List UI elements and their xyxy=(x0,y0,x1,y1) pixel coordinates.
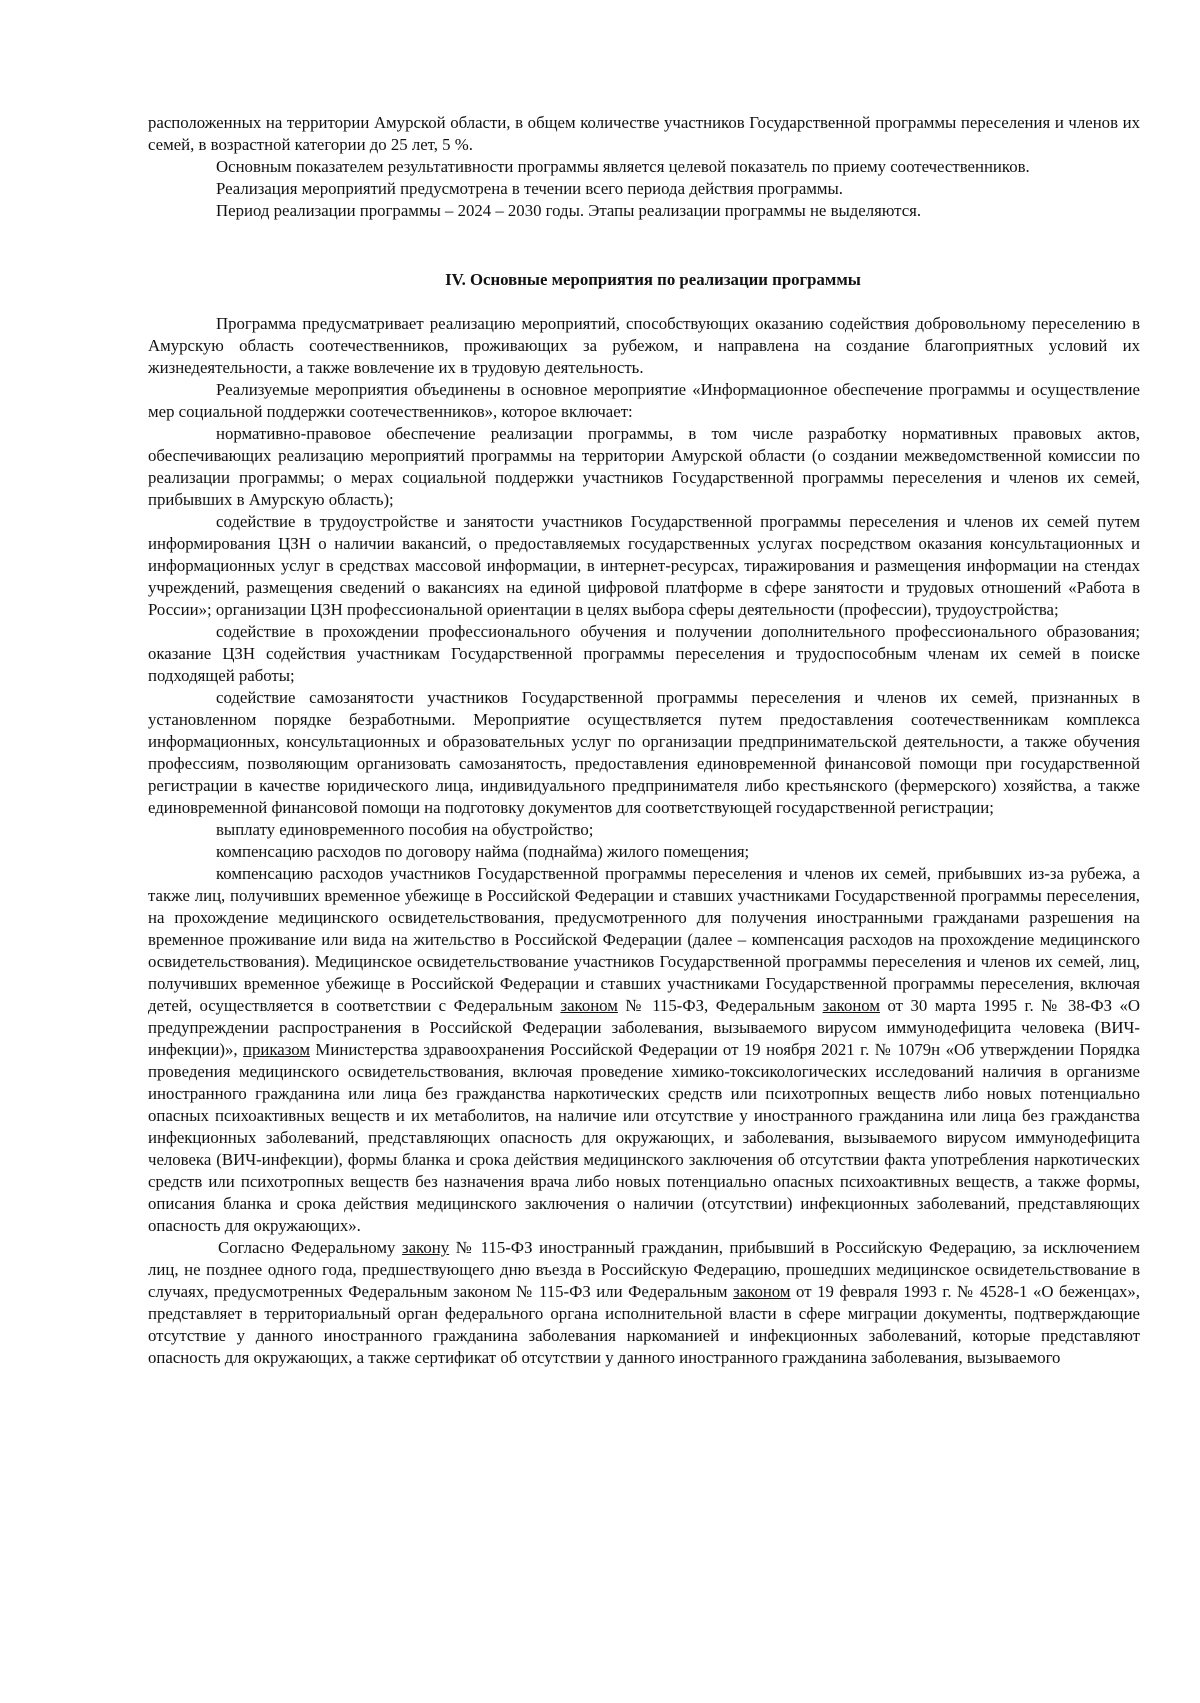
list-item: нормативно-правовое обеспечение реализации программы, в том числе разработку нормативных правовых актов, обеспечивающих реализацию мероприятий программы на территории Амурской области (о создании межведомственной комиссии по реализации программы; о мерах социальной поддержки участников Государственной программы переселения и членов их семей, прибывших в Амурскую область); xyxy=(148,424,1140,509)
paragraph: Реализуемые мероприятия объединены в основное мероприятие «Информационное обеспечение программы и осуществление мер социальной поддержки соотечественников», которое включает: xyxy=(148,380,1140,421)
list-item: содействие самозанятости участников Государственной программы переселения и членов их семей, признанных в установленном порядке безработными. Мероприятие осуществляется путем предоставления соотечественникам комплекса информационных, консультационных и образовательных услуг по организации предпринимательской деятельности, а также обучения профессиям, позволяющим организовать самозанятость, предоставления единовременной финансовой помощи при государственной регистрации в качестве юридического лица, индивидуального предпринимателя либо крестьянского (фермерского) хозяйства, а также единовременной финансовой помощи на подготовку документов для соответствующей государственной регистрации; xyxy=(148,688,1140,817)
order-link[interactable]: приказом xyxy=(243,1040,310,1059)
paragraph-last xyxy=(148,1237,1140,1369)
section-heading: IV. Основные мероприятия по реализации программы xyxy=(445,270,861,289)
text-run: № 115-ФЗ, Федеральным xyxy=(617,996,823,1015)
list-item-medical xyxy=(148,863,1140,1237)
paragraph: Реализация мероприятий предусмотрена в течении всего периода действия программы. xyxy=(216,179,843,198)
list-item: содействие в прохождении профессионального обучения и получении дополнительного профессионального образования; оказание ЦЗН содействия участникам Государственной программы переселения и трудоспособным членам их семей в поиске подходящей работы; xyxy=(148,622,1140,685)
list-item: содействие в трудоустройстве и занятости участников Государственной программы переселения и членов их семей путем информирования ЦЗН о наличии вакансий, о предоставляемых государственных услугах посредством оказания консультационных и информационных услуг в средствах массовой информации, в интернет-ресурсах, тиражирования и размещения информации на стендах учреждений, размещения сведений о вакансиях на единой цифровой платформе в сфере занятости и трудовых отношений «Работа в России»; организации ЦЗН профессиональной ориентации в целях выбора сферы деятельности (профессии), трудоустройства; xyxy=(148,512,1140,619)
paragraph: Программа предусматривает реализацию мероприятий, способствующих оказанию содействия добровольному переселению в Амурскую область соотечественников, проживающих за рубежом, и направлена на создание благоприятных условий их жизнедеятельности, а также вовлечение их в трудовую деятельность. xyxy=(148,314,1140,377)
list-item: выплату единовременного пособия на обустройство; xyxy=(216,820,594,839)
law-link[interactable]: законом xyxy=(733,1282,791,1301)
paragraph: Основным показателем результативности программы является целевой показатель по приему соотечественников. xyxy=(216,157,1030,176)
text-run: № 115-ФЗ иностранный гражданин, прибывший в Российскую Федерацию, за исключением лиц, не позднее одного года, предшествующего дню въезда в Российскую Федерацию, прошедших медицинское освидетельствование в случаях, предусмотренных Федеральным законом № 115-ФЗ или Федеральным xyxy=(148,1238,1140,1301)
law-link[interactable]: закону xyxy=(401,1238,450,1257)
law-link[interactable]: законом xyxy=(822,996,881,1015)
text-run: Министерства здравоохранения Российской Федерации от 19 ноября 2021 г. № 1079н «Об утверждении Порядка проведения медицинского освидетельствования, включая проведение химико-токсикологических исследований наличия в организме иностранного гражданина или лица без гражданства наркотических средств или психотропных веществ либо новых потенциально опасных психоактивных веществ и их метаболитов, на наличие или отсутствие у иностранного гражданина или лица без гражданства инфекционных заболеваний, представляющих опасность для окружающих, и заболевания, вызываемого вирусом иммунодефицита человека (ВИЧ-инфекции), формы бланка и срока действия медицинского заключения об отсутствии факта употребления наркотических средств или психотропных веществ без назначения врача либо новых потенциально опасных психоактивных веществ, а также формы, описания бланка и срока действия медицинского заключения о наличии (отсутствии) инфекционных заболеваний, представляющих опасность для окружающих». xyxy=(148,1040,1140,1235)
paragraph: расположенных на территории Амурской области, в общем количестве участников Государственной программы переселения и членов их семей, в возрастной категории до 25 лет, 5 %. xyxy=(148,113,1140,154)
paragraph: Период реализации программы – 2024 – 2030 годы. Этапы реализации программы не выделяются. xyxy=(216,201,922,220)
text-run: от 19 февраля 1993 г. № 4528-1 «О беженцах», представляет в территориальный орган федерального органа исполнительной власти в сфере миграции документы, подтверждающие отсутствие у данного иностранного гражданина заболевания наркоманией и инфекционных заболеваний, которые представляют опасность для окружающих, а также сертификат об отсутствии у данного иностранного гражданина заболевания, вызываемого xyxy=(148,1282,1141,1367)
law-link[interactable]: законом xyxy=(560,996,618,1015)
text-run: компенсацию расходов участников Государственной программы переселения и членов их семей, прибывших из-за рубежа, а также лиц, получивших временное убежище в Российской Федерации и ставших участниками Государственной программы переселения, на прохождение медицинского освидетельствования, предусмотренного для получения иностранными гражданами разрешения на временное проживание или вида на жительство в Российской Федерации (далее – компенсация расходов на прохождение медицинского освидетельствования). Медицинское освидетельствование участников Государственной программы переселения и членов их семей, лиц, получивших временное убежище в Российской Федерации и ставших участниками Государственной программы переселения, включая детей, осуществляется в соответствии с Федеральным xyxy=(148,864,1140,1015)
text-run: Согласно Федеральному xyxy=(218,1238,402,1257)
list-item: компенсацию расходов по договору найма (поднайма) жилого помещения; xyxy=(216,842,750,861)
text-run: от 30 марта 1995 г. № 38-ФЗ «О предупреждении распространения в Российской Федерации заболевания, вызываемого вирусом иммунодефицита человека (ВИЧ-инфекции)», xyxy=(148,996,1140,1059)
